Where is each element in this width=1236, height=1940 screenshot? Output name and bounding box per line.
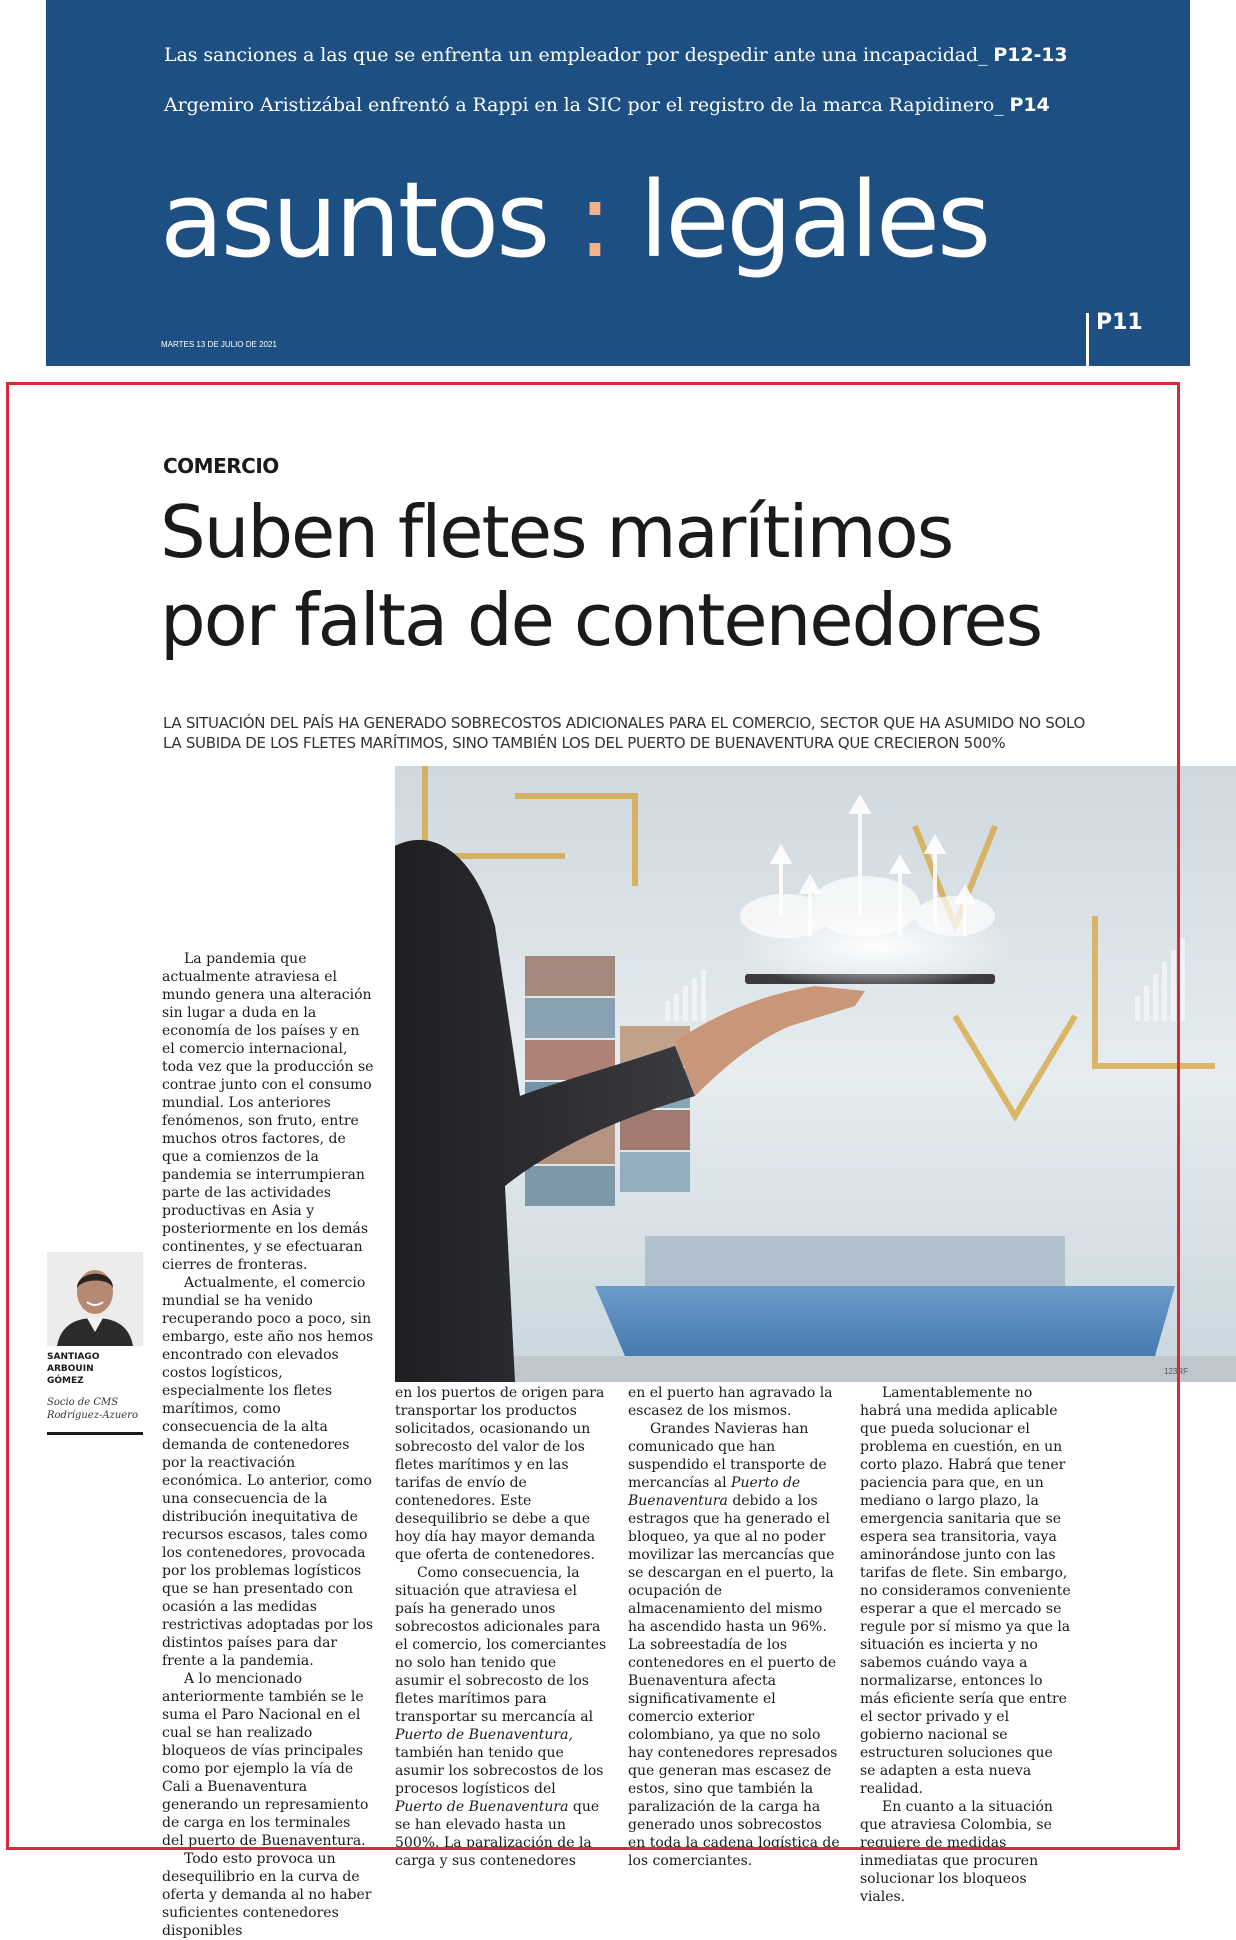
page-divider <box>1086 313 1089 366</box>
paragraph: Lamentablemente no habrá una medida aplicable que pueda solucionar el problema en cuestión, en un corto plazo. Habrá que tener paciencia para que, en un mediano o largo plazo, la emergencia sanitaria que se espera sea transitoria, vaya aminorándose junto con las tarifas de flete. Sin embargo, no consideramos conveniente esperar a que el mercado se regule por sí mismo ya que la situación es incierta y no sabemos cuándo vaya a normalizarse, entonces lo más eficiente sería que entre el sector privado y el gobierno nacional se estructuren soluciones que se adapten a esta nueva realidad. <box>860 1385 1071 1797</box>
body-column-1 <box>162 950 374 1939</box>
teaser-page-ref: P12-13 <box>993 44 1068 66</box>
paragraph: en el puerto han agravado la escasez de los mismos. <box>628 1385 833 1419</box>
author-avatar <box>47 1252 143 1346</box>
paragraph: A lo mencionado anteriormente también se le suma el Paro Nacional en el cual se han realizado bloqueos de vías principales como por ejemplo la vía de Cali a Buenaventura generando un represamiento de carga en los terminales del puerto de Buenaventura. <box>162 1671 369 1849</box>
teaser-text: Argemiro Aristizábal enfrentó a Rappi en la SIC por el registro de la marca Rapidinero_ <box>164 94 1004 116</box>
paragraph: en los puertos de origen para transportar los productos solicitados, ocasionando un sobrecosto del valor de los fletes marítimos y en las tarifas de envío de contenedores. Este desequilibrio se debe a que hoy día hay mayor demanda que oferta de contenedores. <box>395 1385 605 1563</box>
body-column-3 <box>628 1384 840 1869</box>
text-run: Como consecuencia, la situación que atraviesa el país ha generado unos sobrecostos adicionales para el comercio, los comerciantes no solo han tenido que asumir el sobrecosto de los fletes marítimos para transportar su mercancía al <box>395 1565 607 1725</box>
article-headline <box>160 488 1160 664</box>
headline-line: por falta de contenedores <box>160 578 1042 662</box>
text-run: que se han elevado hasta un 500%. La paralización de la carga y sus contenedores <box>395 1799 600 1869</box>
italic-run: Puerto de Buenaventura <box>395 1799 569 1815</box>
text-run: también han tenido que asumir los sobrecostos de los procesos logísticos del <box>395 1745 604 1797</box>
article-deck: LA SITUACIÓN DEL PAÍS HA GENERADO SOBRECOSTOS ADICIONALES PARA EL COMERCIO, SECTOR QUE HA ASUMIDO NO SOLO LA SUBIDA DE LOS FLETES MARÍTIMOS, SINO TAMBIÉN LOS DEL PUERTO DE BUENAVENTURA QUE CRECIERON 500% <box>163 714 1086 752</box>
body-column-2 <box>395 1384 607 1869</box>
text-run: Grandes Navieras han comunicado que han suspendido el transporte de mercancías al <box>628 1421 827 1491</box>
author-rule <box>47 1432 143 1435</box>
italic-run: Puerto de Buenaventura, <box>395 1727 573 1743</box>
logo-colon: : <box>577 159 610 281</box>
paragraph: Todo esto provoca un desequilibrio en la curva de oferta y demanda al no haber suficientes contenedores disponibles <box>162 1851 372 1939</box>
text-run: debido a los estragos que ha generado el bloqueo, ya que al no poder movilizar las mercancías que se descargan en el puerto, la ocupación de almacenamiento del mismo ha ascendido hasta un 96%. La sobreestadía de los contenedores en el puerto de Buenaventura afecta significativamente el comercio exterior colombiano, ya que no solo hay contenedores represados que generan mas escasez de estos, sino que también la paralización de la carga ha generado unos sobrecostos en toda la cadena logística de los comerciantes. <box>628 1493 840 1869</box>
author-name-line: ARBOUIN <box>47 1364 94 1374</box>
headline-line: Suben fletes marítimos <box>160 490 953 574</box>
body-column-4 <box>860 1384 1072 1905</box>
paragraph: En cuanto a la situación que atraviesa Colombia, se requiere de medidas inmediatas que procuren solucionar los bloqueos viales. <box>860 1799 1053 1905</box>
author-name <box>47 1351 143 1387</box>
author-role-line: Rodríguez-Azuero <box>47 1410 138 1421</box>
teaser-link-rappi[interactable] <box>164 94 1050 116</box>
publication-logo <box>160 160 988 280</box>
author-name-line: SANTIAGO <box>47 1352 100 1362</box>
issue-date: MARTES 13 DE JULIO DE 2021 <box>161 340 277 349</box>
masthead-banner <box>46 0 1190 366</box>
author-role-line: Socio de CMS <box>47 1397 119 1408</box>
page-number: P11 <box>1096 310 1143 335</box>
teaser-page-ref: P14 <box>1009 94 1050 116</box>
logo-word-left: asuntos <box>160 159 548 281</box>
teaser-text: Las sanciones a las que se enfrenta un empleador por despedir ante una incapacidad_ <box>164 44 988 66</box>
section-label: COMERCIO <box>163 454 279 478</box>
photo-credit: 123RF <box>1164 1367 1189 1376</box>
italic-run: Puerto de Buenaventura <box>628 1475 801 1509</box>
paragraph: La pandemia que actualmente atraviesa el mundo genera una alteración sin lugar a duda en la economía de los países y en el comercio internacional, toda vez que la producción se contrae junto con el consumo mundial. Los anteriores fenómenos, son fruto, entre muchos otros factores, de que a comienzos de la pandemia se interrumpieran parte de las actividades productivas en Asia y posteriormente en los demás continentes, y se efectuaran cierres de fronteras. <box>162 951 374 1273</box>
hero-photo <box>395 766 1236 1382</box>
paragraph <box>395 1564 607 1870</box>
author-name-line: GÓMEZ <box>47 1376 84 1386</box>
port-illustration <box>395 766 1236 1382</box>
author-role <box>47 1396 147 1422</box>
logo-word-right: legales <box>639 159 989 281</box>
teaser-link-sanciones[interactable] <box>164 44 1068 66</box>
paragraph: Actualmente, el comercio mundial se ha venido recuperando poco a poco, sin embargo, este año nos hemos encontrado con elevados costos logísticos, especialmente los fletes marítimos, como consecuencia de la alta demanda de contenedores por la reactivación económica. Lo anterior, como una consecuencia de la distribución inequitativa de recursos escasos, tales como los contenedores, provocada por los problemas logísticos que se han presentado con ocasión a las medidas restrictivas adoptadas por los distintos países para dar frente a la pandemia. <box>162 1275 374 1669</box>
paragraph <box>628 1420 840 1870</box>
